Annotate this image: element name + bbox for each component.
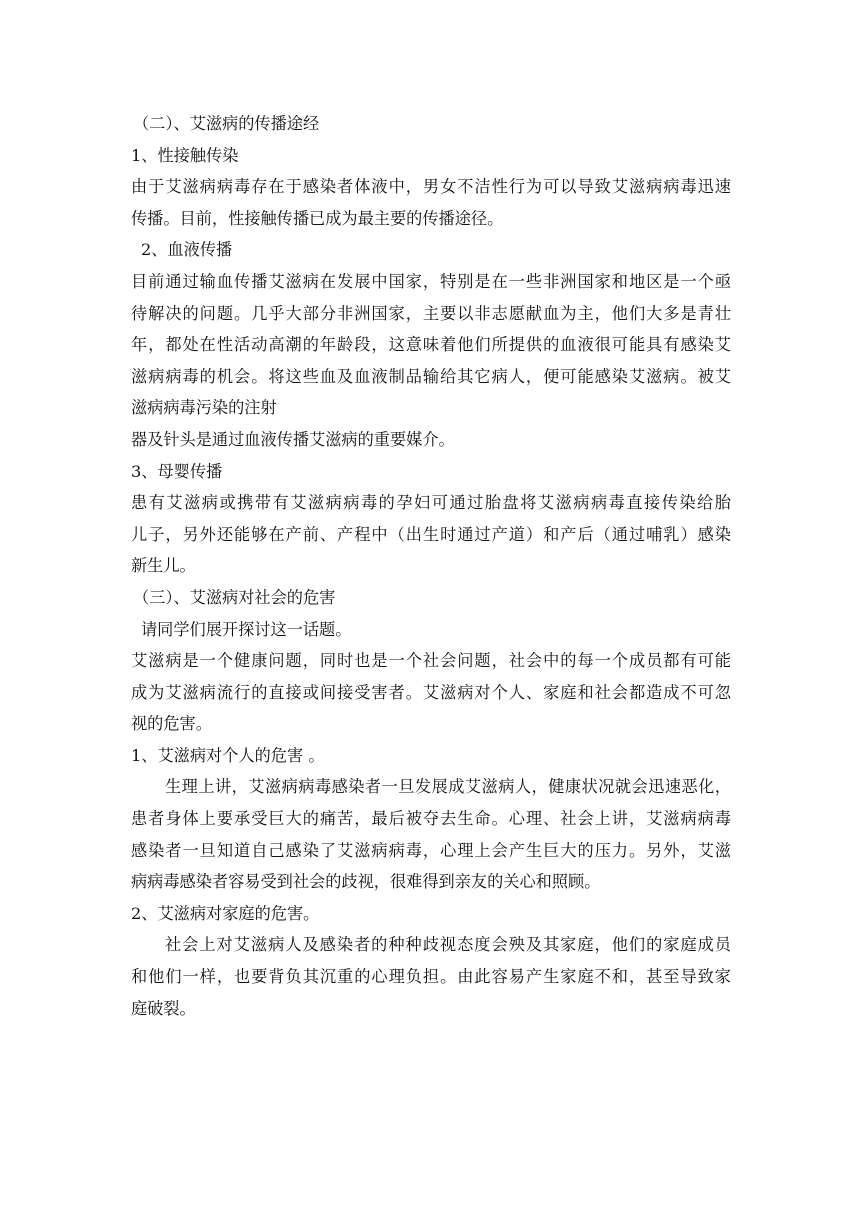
paragraph-line: 患者身体上要承受巨大的痛苦，最后被夺去生命。心理、社会上讲，艾滋病病毒 bbox=[131, 809, 731, 829]
paragraph-line: 年，都处在性活动高潮的年龄段，这意味着他们所提供的血液很可能具有感染艾 bbox=[131, 335, 731, 355]
paragraph-line: 社会上对艾滋病人及感染者的种种歧视态度会殃及其家庭，他们的家庭成员 bbox=[165, 935, 731, 955]
paragraph-line: 和他们一样，也要背负其沉重的心理负担。由此容易产生家庭不和，甚至导致家 bbox=[131, 967, 731, 987]
section-heading-transmission: （二）、艾滋病的传播途经 bbox=[133, 114, 320, 133]
paragraph-line: 器及针头是通过血液传播艾滋病的重要媒介。 bbox=[131, 429, 455, 449]
paragraph-line: 滋病病毒污染的注射 bbox=[131, 398, 277, 418]
document-body bbox=[131, 108, 731, 1024]
paragraph-line: 新生儿。 bbox=[131, 556, 196, 576]
subheading-sexual-contact: 1、性接触传染 bbox=[131, 145, 239, 165]
paragraph-line: 庭破裂。 bbox=[131, 998, 196, 1018]
paragraph-line: 患有艾滋病或携带有艾滋病病毒的孕妇可通过胎盘将艾滋病病毒直接传染给胎 bbox=[131, 493, 731, 513]
paragraph-line: 待解决的问题。几乎大部分非洲国家，主要以非志愿献血为主，他们大多是青壮 bbox=[131, 303, 731, 323]
subheading-blood: 2、血液传播 bbox=[141, 240, 233, 260]
section-heading-social-harm: （三）、艾滋病对社会的危害 bbox=[133, 587, 336, 607]
paragraph-line: 感染者一旦知道自己感染了艾滋病病毒，心理上会产生巨大的压力。另外，艾滋 bbox=[131, 840, 731, 860]
paragraph-line: 生理上讲，艾滋病病毒感染者一旦发展成艾滋病人，健康状况就会迅速恶化， bbox=[165, 777, 731, 797]
paragraph-line: 滋病病毒的机会。将这些血及血液制品输给其它病人，便可能感染艾滋病。被艾 bbox=[131, 366, 731, 386]
subheading-mother-infant: 3、母婴传播 bbox=[131, 461, 223, 481]
paragraph-line: 由于艾滋病病毒存在于感染者体液中，男女不洁性行为可以导致艾滋病病毒迅速 bbox=[131, 177, 731, 197]
paragraph-line: 儿子，另外还能够在产前、产程中（出生时通过产道）和产后（通过哺乳）感染 bbox=[131, 524, 731, 544]
paragraph-line: 成为艾滋病流行的直接或间接受害者。艾滋病对个人、家庭和社会都造成不可忽 bbox=[131, 682, 731, 702]
paragraph-line: 请同学们展开探讨这一话题。 bbox=[141, 619, 352, 639]
paragraph-line: 目前通过输血传播艾滋病在发展中国家，特别是在一些非洲国家和地区是一个亟 bbox=[131, 271, 731, 291]
paragraph-line: 艾滋病是一个健康问题，同时也是一个社会问题，社会中的每一个成员都有可能 bbox=[131, 651, 731, 671]
subheading-family-harm: 2、艾滋病对家庭的危害。 bbox=[131, 903, 320, 923]
paragraph-line: 传播。目前，性接触传播已成为最主要的传播途径。 bbox=[131, 208, 504, 228]
paragraph-line: 病病毒感染者容易受到社会的歧视，很难得到亲友的关心和照顾。 bbox=[131, 872, 601, 892]
subheading-individual-harm: 1、艾滋病对个人的危害 。 bbox=[131, 745, 325, 765]
paragraph-line: 视的危害。 bbox=[131, 714, 212, 734]
